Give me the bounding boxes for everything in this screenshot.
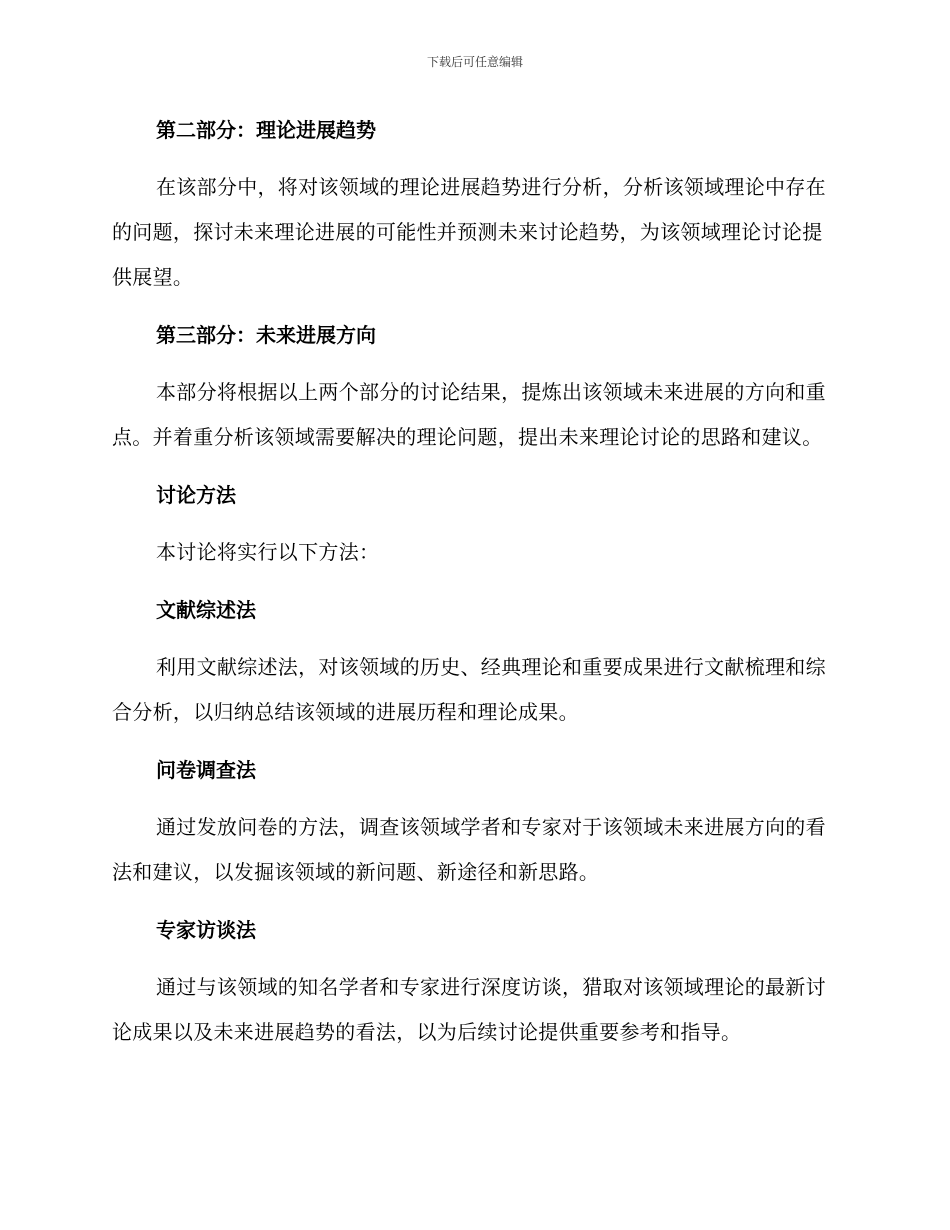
- paragraph-theory-trends: 在该部分中，将对该领域的理论进展趋势进行分析，分析该领域理论中存在的问题，探讨未来理论进展的可能性并预测未来讨论趋势，为该领域理论讨论提供展望。: [112, 175, 826, 289]
- section-heading-literature-review: 文献综述法: [156, 598, 256, 622]
- section-heading-future-directions: 第三部分：未来进展方向: [156, 323, 376, 347]
- section-heading-theory-trends: 第二部分：理论进展趋势: [156, 118, 376, 142]
- paragraph-research-methods: 本讨论将实行以下方法：: [156, 540, 380, 564]
- section-heading-expert-interview: 专家访谈法: [156, 918, 256, 942]
- page-header: 下载后可任意编辑: [426, 55, 523, 69]
- paragraph-future-directions: 本部分将根据以上两个部分的讨论结果，提炼出该领域未来进展的方向和重点。并着重分析该领域需要解决的理论问题，提出未来理论讨论的思路和建议。: [112, 380, 826, 449]
- paragraph-literature-review: 利用文献综述法，对该领域的历史、经典理论和重要成果进行文献梳理和综合分析，以归纳总结该领域的进展历程和理论成果。: [112, 655, 826, 724]
- paragraph-questionnaire: 通过发放问卷的方法，调查该领域学者和专家对于该领域未来进展方向的看法和建议，以发掘该领域的新问题、新途径和新思路。: [112, 815, 826, 884]
- section-heading-research-methods: 讨论方法: [156, 483, 236, 507]
- document-body: [112, 108, 830, 1055]
- paragraph-expert-interview: 通过与该领域的知名学者和专家进行深度访谈，猎取对该领域理论的最新讨论成果以及未来进展趋势的看法，以为后续讨论提供重要参考和指导。: [112, 975, 826, 1044]
- section-heading-questionnaire: 问卷调查法: [156, 758, 256, 782]
